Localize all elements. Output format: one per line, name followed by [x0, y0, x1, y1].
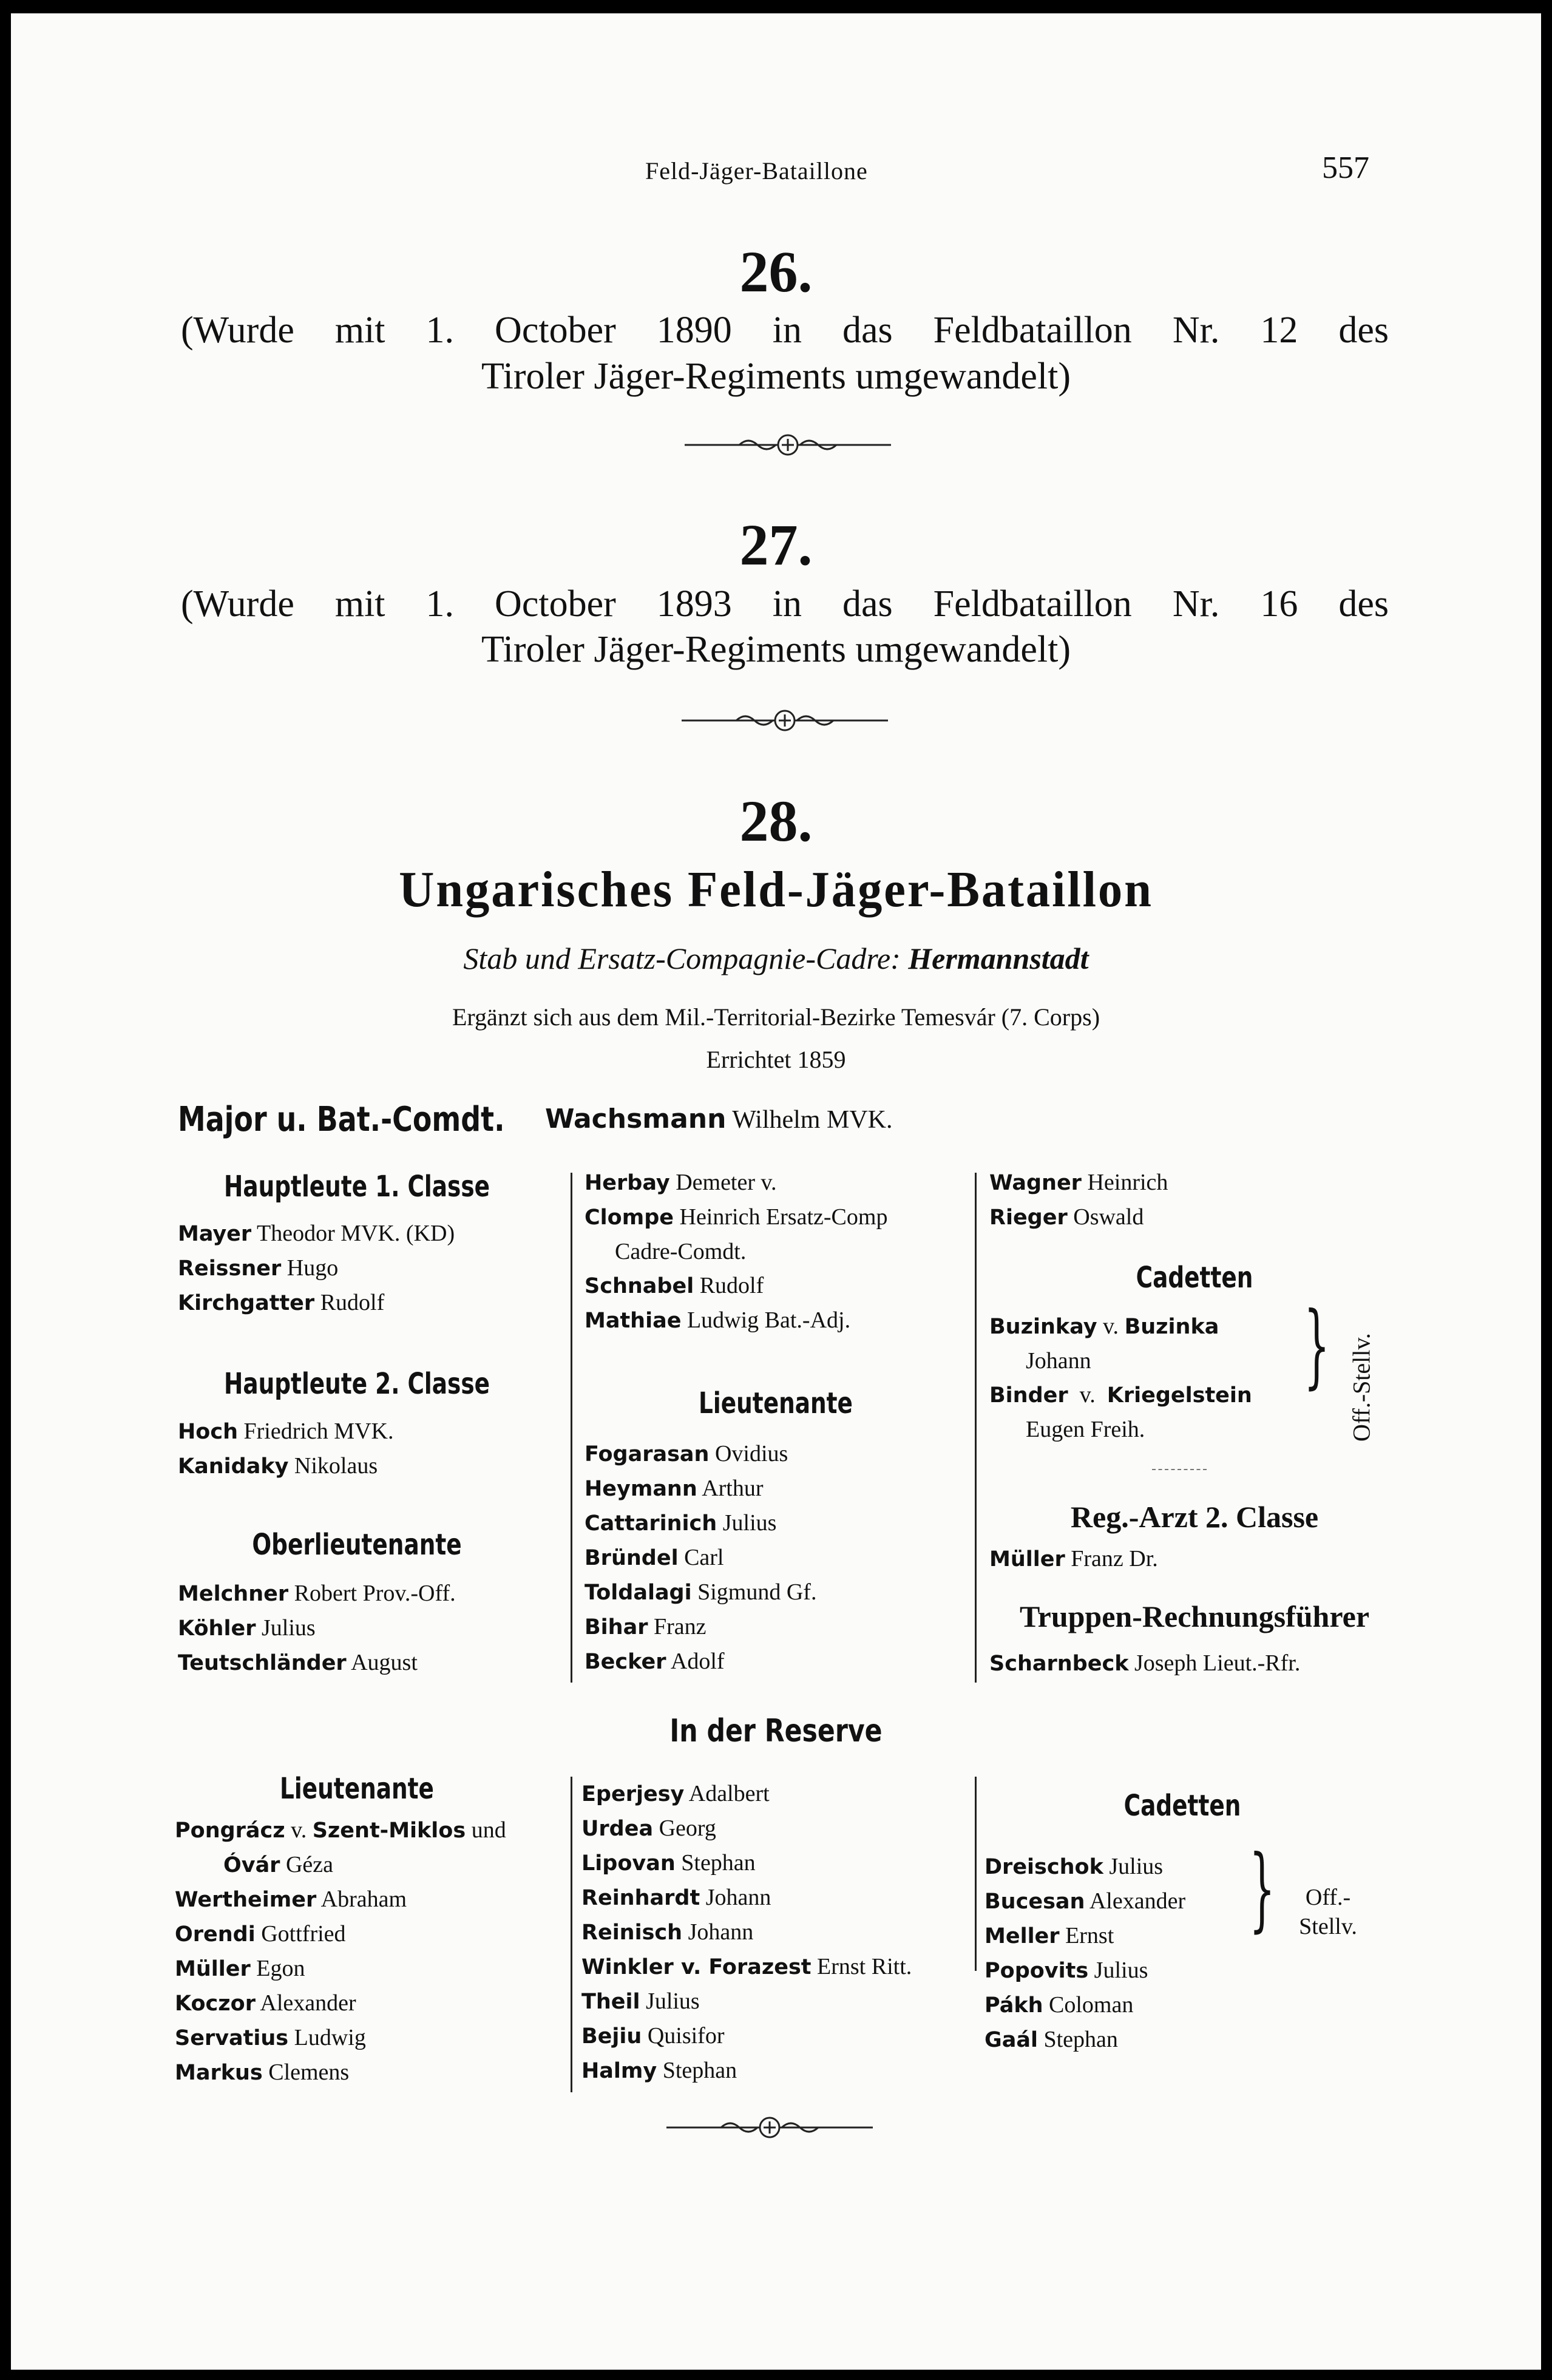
list-item: Bucesan Alexander — [984, 1888, 1186, 1914]
list-item: Pákh Coloman — [984, 1992, 1134, 2018]
list-item: Lipovan Stephan — [581, 1850, 756, 1876]
battalion-28-stab — [11, 941, 1541, 976]
list-item: Orendi Gottfried — [175, 1921, 346, 1947]
page-number: 557 — [1322, 151, 1369, 185]
list-item: Servatius Ludwig — [175, 2025, 366, 2050]
cadetten-note: Off.-Stellv. — [1347, 1333, 1375, 1442]
list-item: Clompe Heinrich Ersatz-Comp — [585, 1204, 888, 1230]
column-divider — [571, 1173, 572, 1683]
list-item: Kirchgatter Rudolf — [178, 1290, 385, 1315]
list-item: Cadre-Comdt. — [615, 1239, 747, 1264]
list-item: Óvár Géza — [223, 1852, 333, 1877]
truppen-entry: Scharnbeck Joseph Lieut.-Rfr. — [989, 1650, 1301, 1676]
list-item: Heymann Arthur — [585, 1476, 764, 1501]
list-item: Winkler v. Forazest Ernst Ritt. — [581, 1954, 912, 1979]
battalion-26-line2: Tiroler Jäger-Regiments umgewandelt) — [481, 356, 1071, 397]
heading-lieutenante: Lieutenante — [699, 1386, 853, 1420]
battalion-26-line1: (Wurde mit 1. October 1890 in das Feldbataillon Nr. 12 des — [181, 310, 1389, 351]
battalion-28-erganzt: Ergänzt sich aus dem Mil.-Territorial-Bezirke Temesvár (7. Corps) — [452, 1003, 1100, 1031]
battalion-28-number: 28. — [739, 788, 813, 853]
list-item: Rieger Oswald — [989, 1204, 1144, 1230]
brace-icon: } — [1304, 1293, 1330, 1399]
list-item: Buzinkay v. Buzinka — [989, 1314, 1219, 1339]
column-divider — [571, 1777, 572, 2092]
hauptleute1-list — [178, 1216, 455, 1320]
battalion-27-line1: (Wurde mit 1. October 1893 in das Feldbataillon Nr. 16 des — [181, 583, 1389, 625]
lieutenante-list — [585, 1437, 816, 1679]
battalion-28-title: Ungarisches Feld-Jäger-Bataillon — [399, 861, 1153, 918]
ornament-divider-icon — [666, 2112, 873, 2143]
column-divider — [975, 1777, 977, 1971]
stab-label: Stab und Ersatz-Compagnie-Cadre: — [463, 941, 901, 975]
heading-reserve-lieutenante: Lieutenante — [280, 1772, 434, 1806]
list-item: Teutschländer August — [178, 1650, 418, 1675]
list-item: Mayer Theodor MVK. (KD) — [178, 1221, 455, 1246]
regarzt-entry: Müller Franz Dr. — [989, 1546, 1158, 1571]
reserve-col2-list — [581, 1777, 912, 2088]
list-item: Reissner Hugo — [178, 1255, 339, 1281]
battalion-27-line2: Tiroler Jäger-Regiments umgewandelt) — [481, 629, 1071, 670]
column-divider — [975, 1173, 977, 1683]
list-item: Kanidaky Nikolaus — [178, 1453, 378, 1479]
list-item: Melchner Robert Prov.-Off. — [178, 1581, 456, 1606]
page — [11, 13, 1541, 2370]
list-item: Koczor Alexander — [175, 1990, 356, 2016]
column3-top-list — [989, 1165, 1168, 1235]
reserve-col1-list — [175, 1813, 506, 2090]
list-item: Bihar Franz — [585, 1614, 707, 1639]
major-name — [545, 1104, 893, 1134]
oberlieutenante-list — [178, 1576, 456, 1680]
list-item: Reinhardt Johann — [581, 1885, 771, 1910]
list-item: Mathiae Ludwig Bat.-Adj. — [585, 1307, 851, 1333]
list-item: Becker Adolf — [585, 1649, 725, 1674]
list-item: Wertheimer Abraham — [175, 1887, 407, 1912]
ornament-divider-icon — [682, 705, 888, 736]
battalion-27-number: 27. — [739, 512, 813, 577]
list-item: Hoch Friedrich MVK. — [178, 1419, 394, 1444]
heading-reserve-cadetten: Cadetten — [1123, 1789, 1241, 1823]
reserve-col3-list — [984, 1849, 1185, 2057]
list-item: Wagner Heinrich — [989, 1170, 1168, 1195]
list-item: Binder v. Kriegelstein — [989, 1382, 1252, 1408]
reserve-cadetten-note: Off.- Stellv. — [1299, 1885, 1357, 1939]
list-item: Halmy Stephan — [581, 2058, 737, 2083]
separator — [1152, 1469, 1207, 1470]
list-item: Johann — [1026, 1348, 1091, 1374]
list-item: Herbay Demeter v. — [585, 1170, 777, 1195]
list-item: Bründel Carl — [585, 1545, 724, 1570]
major-surname: Wachsmann — [545, 1104, 727, 1134]
list-item: Köhler Julius — [178, 1615, 316, 1641]
list-item: Eugen Freih. — [1026, 1417, 1145, 1442]
cadetten-list — [989, 1309, 1252, 1446]
heading-reg-arzt: Reg.-Arzt 2. Classe — [1070, 1500, 1319, 1534]
heading-cadetten: Cadetten — [1136, 1261, 1253, 1295]
heading-reserve: In der Reserve — [669, 1713, 883, 1749]
heading-oberlieutenante: Oberlieutenante — [252, 1528, 462, 1562]
list-item: Reinisch Johann — [581, 1919, 754, 1945]
list-item: Eperjesy Adalbert — [581, 1781, 770, 1806]
battalion-26-number: 26. — [739, 239, 813, 304]
list-item: Gaál Stephan — [984, 2027, 1118, 2052]
heading-truppen: Truppen-Rechnungsführer — [1019, 1599, 1370, 1633]
list-item: Theil Julius — [581, 1988, 700, 2014]
list-item: Toldalagi Sigmund Gf. — [585, 1579, 817, 1605]
list-item: Markus Clemens — [175, 2060, 350, 2085]
major-rest: Wilhelm MVK. — [732, 1106, 893, 1134]
list-item: Dreischok Julius — [984, 1854, 1164, 1879]
heading-hauptleute-2: Hauptleute 2. Classe — [223, 1367, 490, 1401]
battalion-28-errichtet: Errichtet 1859 — [706, 1046, 846, 1073]
stab-place: Hermannstadt — [908, 941, 1089, 975]
list-item: Cattarinich Julius — [585, 1510, 777, 1536]
list-item: Müller Egon — [175, 1956, 305, 1981]
list-item: Popovits Julius — [984, 1958, 1148, 1983]
brace-icon: } — [1249, 1836, 1275, 1942]
heading-hauptleute-1: Hauptleute 1. Classe — [223, 1170, 490, 1204]
running-head: Feld-Jäger-Bataillone — [645, 157, 868, 185]
list-item: Fogarasan Ovidius — [585, 1441, 788, 1466]
column2-top-list — [585, 1165, 887, 1338]
list-item: Meller Ernst — [984, 1923, 1114, 1948]
list-item: Schnabel Rudolf — [585, 1273, 764, 1298]
major-label: Major u. Bat.-Comdt. — [178, 1100, 505, 1139]
hauptleute2-list — [178, 1414, 393, 1483]
list-item: Bejiu Quisifor — [581, 2023, 725, 2049]
list-item: Pongrácz v. Szent-Miklos und — [175, 1817, 506, 1843]
ornament-divider-icon — [685, 430, 891, 460]
list-item: Urdea Georg — [581, 1816, 716, 1841]
